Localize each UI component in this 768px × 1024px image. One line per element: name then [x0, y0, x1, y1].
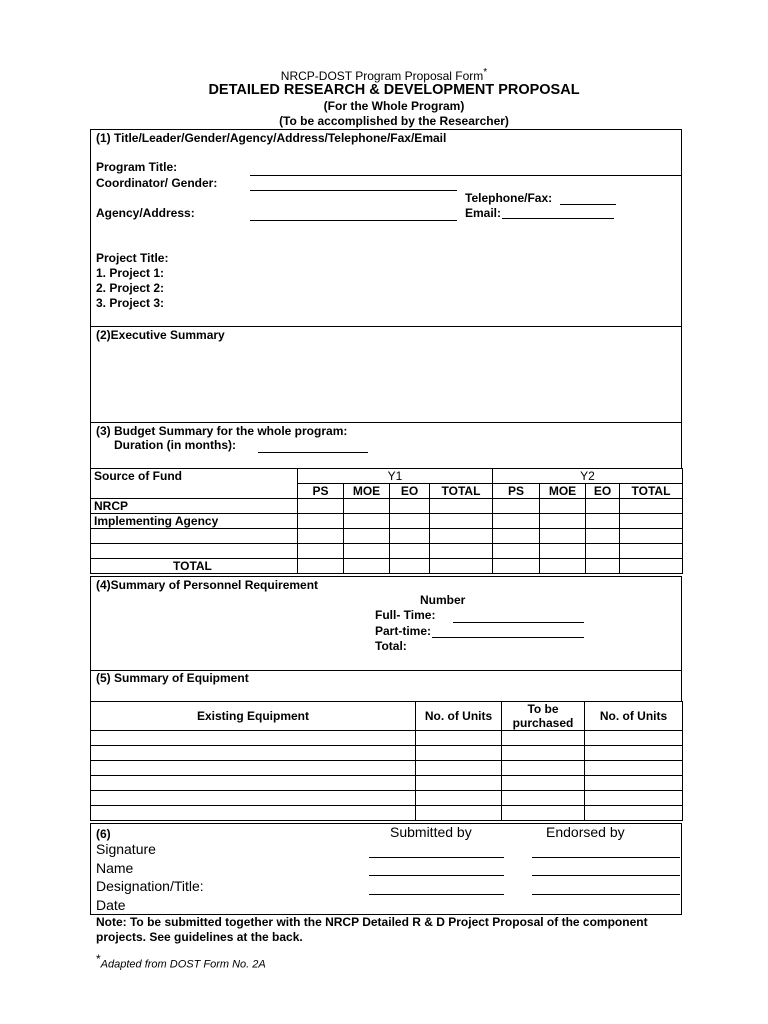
section2-heading: (2)Executive Summary [96, 328, 225, 342]
agency-field[interactable] [250, 220, 457, 221]
to-be-text: To be [527, 702, 559, 716]
equipment-cell[interactable] [502, 806, 585, 821]
row-label-blank[interactable] [91, 529, 298, 544]
budget-cell[interactable] [586, 544, 620, 559]
table-row [91, 791, 683, 806]
section-title-leader [90, 129, 682, 327]
budget-cell[interactable] [586, 529, 620, 544]
budget-cell[interactable] [298, 529, 344, 544]
equipment-cell[interactable] [585, 746, 683, 761]
col-eo-y1: EO [390, 484, 430, 499]
endorsed-designation-field[interactable] [532, 894, 680, 895]
units-header-1: No. of Units [416, 702, 502, 731]
col-eo-y2: EO [586, 484, 620, 499]
form-asterisk: * [483, 67, 488, 78]
equipment-cell[interactable] [502, 791, 585, 806]
program-title-label: Program Title: [96, 160, 178, 174]
existing-equipment-header: Existing Equipment [91, 702, 416, 731]
form-name [0, 67, 768, 83]
budget-header-row [91, 469, 683, 484]
equipment-cell[interactable] [416, 806, 502, 821]
budget-cell[interactable] [430, 544, 493, 559]
duration-label: Duration (in months): [114, 438, 236, 452]
equipment-cell[interactable] [585, 791, 683, 806]
equipment-cell[interactable] [585, 761, 683, 776]
equipment-cell[interactable] [585, 806, 683, 821]
submitted-signature-field[interactable] [369, 857, 504, 858]
submitted-designation-field[interactable] [369, 894, 504, 895]
budget-cell[interactable] [298, 514, 344, 529]
equipment-cell[interactable] [91, 791, 416, 806]
col-total-y1: TOTAL [430, 484, 493, 499]
equipment-cell[interactable] [91, 746, 416, 761]
agency-label: Agency/Address: [96, 206, 195, 220]
section6-heading: (6) [96, 827, 111, 841]
table-row [91, 806, 683, 821]
col-moe-y2: MOE [540, 484, 586, 499]
equipment-cell[interactable] [585, 776, 683, 791]
footnote-text: Adapted from DOST Form No. 2A [100, 958, 266, 971]
purchased-text: purchased [512, 716, 574, 730]
budget-cell[interactable] [430, 499, 493, 514]
budget-cell[interactable] [344, 559, 390, 574]
program-title-field[interactable] [250, 175, 682, 176]
submitted-name-field[interactable] [369, 875, 504, 876]
page-title: DETAILED RESEARCH & DEVELOPMENT PROPOSAL [208, 82, 580, 98]
y2-header: Y2 [493, 469, 683, 484]
name-label: Name [96, 860, 134, 876]
personnel-total-label: Total: [375, 639, 407, 653]
subtitle-whole-program: (For the Whole Program) [323, 99, 465, 113]
budget-table [90, 468, 683, 574]
row-label-agency: Implementing Agency [91, 514, 298, 529]
part-time-field[interactable] [432, 637, 584, 638]
equipment-cell[interactable] [91, 761, 416, 776]
equipment-cell[interactable] [416, 791, 502, 806]
units-header-2: No. of Units [585, 702, 683, 731]
budget-cell[interactable] [493, 514, 540, 529]
subtitle-researcher: (To be accomplished by the Researcher) [279, 114, 509, 128]
project1-label: 1. Project 1: [96, 266, 165, 280]
budget-cell[interactable] [586, 499, 620, 514]
budget-cell[interactable] [620, 514, 683, 529]
budget-cell[interactable] [298, 559, 344, 574]
submitted-by-label: Submitted by [390, 824, 472, 840]
note-line-2: projects. See guidelines at the back. [96, 930, 303, 944]
section4-heading: (4)Summary of Personnel Requirement [96, 578, 319, 592]
equipment-cell[interactable] [502, 761, 585, 776]
section5-heading: (5) Summary of Equipment [96, 671, 249, 685]
equipment-cell[interactable] [91, 806, 416, 821]
coordinator-label: Coordinator/ Gender: [96, 176, 218, 190]
equipment-cell[interactable] [502, 746, 585, 761]
table-row [91, 514, 683, 529]
budget-cell[interactable] [620, 529, 683, 544]
row-label-nrcp: NRCP [91, 499, 298, 514]
row-label-total: TOTAL [91, 559, 298, 574]
section1-heading: (1) Title/Leader/Gender/Agency/Address/Telephone/Fax/Email [96, 131, 447, 145]
endorsed-name-field[interactable] [532, 875, 680, 876]
note-line-1: Note: To be submitted together with the NRCP Detailed R & D Project Proposal of the component [96, 915, 648, 929]
budget-cell[interactable] [344, 499, 390, 514]
date-label: Date [96, 897, 126, 913]
equipment-cell[interactable] [91, 731, 416, 746]
budget-cell[interactable] [586, 514, 620, 529]
budget-cell[interactable] [493, 499, 540, 514]
budget-cell[interactable] [390, 544, 430, 559]
table-row [91, 731, 683, 746]
endorsed-by-label: Endorsed by [546, 824, 625, 840]
budget-cell[interactable] [493, 544, 540, 559]
col-total-y2: TOTAL [620, 484, 683, 499]
project2-label: 2. Project 2: [96, 281, 165, 295]
project-title-label: Project Title: [96, 251, 169, 265]
budget-cell[interactable] [430, 514, 493, 529]
table-row [91, 544, 683, 559]
budget-cell[interactable] [344, 529, 390, 544]
budget-cell[interactable] [620, 544, 683, 559]
budget-cell[interactable] [430, 559, 493, 574]
budget-cell[interactable] [430, 529, 493, 544]
footnote [96, 952, 266, 971]
signature-label: Signature [96, 841, 156, 857]
equipment-header-row [91, 702, 683, 731]
col-ps-y2: PS [493, 484, 540, 499]
budget-cell[interactable] [298, 499, 344, 514]
col-ps-y1: PS [298, 484, 344, 499]
duration-field[interactable] [258, 452, 368, 453]
y1-header: Y1 [298, 469, 493, 484]
equipment-cell[interactable] [502, 776, 585, 791]
budget-cell[interactable] [390, 529, 430, 544]
equipment-cell[interactable] [91, 776, 416, 791]
email-label: Email: [465, 206, 502, 220]
budget-cell[interactable] [620, 499, 683, 514]
equipment-cell[interactable] [416, 776, 502, 791]
designation-label: Designation/Title: [96, 878, 204, 894]
budget-cell[interactable] [344, 544, 390, 559]
table-row [91, 529, 683, 544]
endorsed-signature-field[interactable] [532, 857, 680, 858]
section3-heading: (3) Budget Summary for the whole program: [96, 424, 348, 438]
budget-cell[interactable] [540, 559, 586, 574]
budget-cell[interactable] [586, 559, 620, 574]
coordinator-field[interactable] [250, 190, 457, 191]
table-row [91, 499, 683, 514]
equipment-cell[interactable] [416, 731, 502, 746]
budget-cell[interactable] [540, 544, 586, 559]
table-row [91, 776, 683, 791]
project3-label: 3. Project 3: [96, 296, 165, 310]
equipment-cell[interactable] [502, 731, 585, 746]
telephone-field[interactable] [560, 204, 616, 205]
budget-cell[interactable] [390, 499, 430, 514]
number-label: Number [420, 593, 466, 607]
form-name-text: NRCP-DOST Program Proposal Form [280, 69, 484, 83]
budget-cell[interactable] [344, 514, 390, 529]
full-time-field[interactable] [453, 622, 584, 623]
budget-cell[interactable] [493, 559, 540, 574]
budget-cell[interactable] [620, 559, 683, 574]
table-row [91, 746, 683, 761]
budget-cell[interactable] [540, 514, 586, 529]
row-label-blank[interactable] [91, 544, 298, 559]
budget-cell[interactable] [540, 529, 586, 544]
budget-cell[interactable] [390, 514, 430, 529]
equipment-table [90, 701, 683, 821]
email-field[interactable] [502, 218, 614, 219]
part-time-label: Part-time: [375, 624, 432, 638]
budget-total-row [91, 559, 683, 574]
equipment-cell[interactable] [585, 731, 683, 746]
budget-cell[interactable] [493, 529, 540, 544]
equipment-cell[interactable] [416, 761, 502, 776]
source-of-fund-header: Source of Fund [91, 469, 298, 499]
to-be-purchased-header [502, 702, 585, 731]
budget-cell[interactable] [298, 544, 344, 559]
full-time-label: Full- Time: [375, 608, 436, 622]
table-row [91, 761, 683, 776]
equipment-cell[interactable] [416, 746, 502, 761]
telephone-label: Telephone/Fax: [465, 191, 553, 205]
footnote-asterisk: * [96, 952, 101, 966]
budget-cell[interactable] [540, 499, 586, 514]
col-moe-y1: MOE [344, 484, 390, 499]
budget-cell[interactable] [390, 559, 430, 574]
